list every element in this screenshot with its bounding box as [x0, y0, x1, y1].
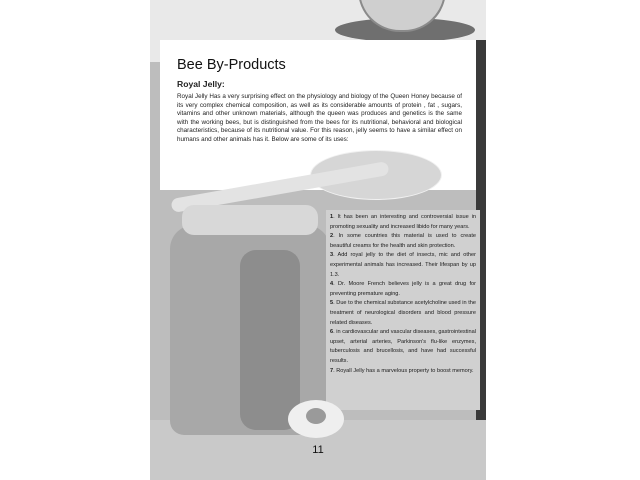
page-number: 11 — [312, 444, 324, 456]
uses-list — [330, 213, 476, 376]
item-number: 3 — [330, 252, 334, 259]
page-title: Bee By-Products — [177, 57, 286, 73]
section-subtitle: Royal Jelly: — [177, 79, 225, 89]
jar-lid-image — [182, 205, 318, 235]
list-item — [330, 251, 476, 280]
item-text: . in cardiovascular and vascular diseases, gastrointestinal upset, arterial arteries, Parkinson's flu-like enzymes, tuberculosis and brucellosis, and have had successful results. — [330, 329, 476, 364]
item-text: . Due to the chemical substance acetylcholine used in the treatment of neurological disorders and blood pressure related diseases. — [330, 300, 476, 326]
item-number: 7 — [330, 367, 334, 374]
list-item — [330, 367, 476, 377]
list-item — [330, 299, 476, 328]
item-text: . Add royal jelly to the diet of insects, mic and other experimental animals has increased. Their lifespan by up 1.3. — [330, 252, 476, 278]
item-number: 5 — [330, 300, 334, 307]
item-text: . It has been an interesting and controversial issue in promoting sexuality and increased libido for many years. — [330, 214, 476, 230]
item-number: 6 — [330, 329, 334, 336]
item-number: 1 — [330, 214, 334, 220]
intro-paragraph: Royal Jelly Has a very surprising effect on the physiology and biology of the Queen Honey because of its very complex chemical composition, as well as its considerable amounts of protein , fat , sugars, vitamins and other unknown materials, although the queen was produces and genetics is the same with the working bees, but is distinguished from the bees for its nutritional, behavioral and biological characteristics, because of its nutritional value. For this reason, jelly seems to have a similar effect on humans and other animals has it. Below are some of its uses: — [177, 93, 462, 143]
item-text: . In some countries this material is used to create beautiful creams for the health and skin protection. — [330, 233, 476, 249]
item-text: . Royall Jelly has a marvelous property to boost memory. — [333, 367, 474, 374]
item-number: 4 — [330, 281, 334, 288]
jar-shade-image — [240, 250, 300, 430]
brochure-page — [150, 0, 486, 480]
list-item — [330, 280, 476, 299]
item-text: . Dr. Moore French believes jelly is a great drug for preventing premature aging. — [330, 281, 476, 297]
list-item — [330, 232, 476, 251]
flower-center-image — [306, 408, 326, 424]
list-item — [330, 213, 476, 232]
list-item — [330, 328, 476, 366]
item-number: 2 — [330, 233, 334, 240]
